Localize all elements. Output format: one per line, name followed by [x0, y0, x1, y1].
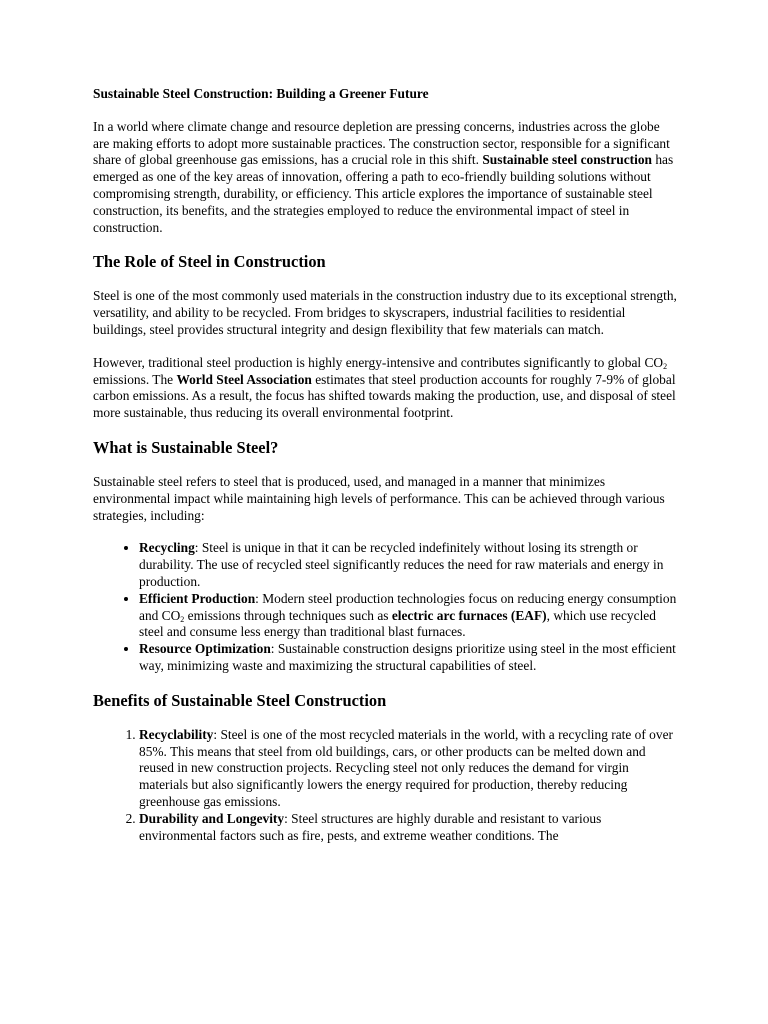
list-item [139, 641, 678, 675]
co2-subscript: 2 [180, 614, 185, 624]
role-paragraph-2 [93, 355, 678, 422]
role-p2-text-1: However, traditional steel production is highly energy-intensive and contributes significantly to global CO [93, 354, 664, 370]
list-item [139, 727, 678, 811]
heading-what-is-sustainable-steel: What is Sustainable Steel? [93, 437, 279, 457]
list-item-term: Resource Optimization [139, 641, 271, 657]
co2-subscript: 2 [663, 361, 668, 371]
strategies-list [93, 540, 678, 674]
list-item-bold: electric arc furnaces (EAF) [391, 607, 547, 623]
role-paragraph-1: Steel is one of the most commonly used materials in the construction industry due to its exceptional strength, versatility, and ability to be recycled. From bridges to skyscrapers, industrial facilities to residential buildings, steel provides structural integrity and design flexibility that few materials can match. [93, 288, 677, 337]
list-item [139, 591, 678, 641]
list-item-text: : Steel is unique in that it can be recycled indefinitely without losing its strength or durability. The use of recycled steel significantly reduces the need for raw materials and energy in production. [139, 540, 664, 589]
heading-benefits: Benefits of Sustainable Steel Construction [93, 690, 387, 710]
document-title: Sustainable Steel Construction: Building a Greener Future [93, 86, 429, 101]
heading-role-of-steel: The Role of Steel in Construction [93, 252, 326, 272]
list-item-term: Durability and Longevity [139, 810, 285, 826]
list-item-text: emissions through techniques such as [184, 607, 392, 623]
intro-paragraph [93, 119, 678, 237]
world-steel-association: World Steel Association [176, 371, 312, 387]
list-item-term: Efficient Production [139, 590, 256, 606]
benefits-list [93, 727, 678, 845]
list-item-text: , which use recycled steel and consume less energy than traditional blast furnaces. [139, 607, 656, 640]
list-item [139, 540, 678, 590]
role-p2-text-3: estimates that steel production accounts for roughly 7-9% of global carbon emissions. As a result, the focus has shifted towards making the production, use, and disposal of steel more sustainable, thus reducing its overall environmental footprint. [93, 371, 676, 421]
intro-text-after: has emerged as one of the key areas of innovation, offering a path to eco-friendly building solutions without compromising strength, durability, or efficiency. This article explores the importance of sustainable steel construction, its benefits, and the strategies employed to reduce the environmental impact of steel in construction. [93, 152, 674, 235]
list-item-text: : Modern steel production technologies focus on reducing energy consumption and CO [139, 590, 677, 623]
list-item-text: : Sustainable construction designs prioritize using steel in the most efficient way, minimizing waste and maximizing the structural capabilities of steel. [139, 641, 676, 673]
list-item [139, 811, 678, 845]
list-item-term: Recycling [139, 540, 195, 556]
intro-bold-term: Sustainable steel construction [482, 152, 652, 168]
document-page [93, 86, 678, 860]
intro-text-before: In a world where climate change and resource depletion are pressing concerns, industries across the globe are making efforts to adopt more sustainable practices. The construction sector, responsible for a significant share of global greenhouse gas emissions, has a crucial role in this shift. [93, 118, 670, 168]
what-paragraph: Sustainable steel refers to steel that is produced, used, and managed in a manner that minimizes environmental impact while maintaining high levels of performance. This can be achieved through various strategies, including: [93, 473, 665, 523]
role-p2-text-2: emissions. The [93, 371, 177, 387]
list-item-text: : Steel is one of the most recycled materials in the world, with a recycling rate of over 85%. This means that steel from old buildings, cars, or other products can be melted down and reused in new construction projects. Recycling steel not only reduces the demand for virgin materials but also significantly lowers the energy required for production, thereby reducing greenhouse gas emissions. [139, 726, 673, 809]
list-item-text: : Steel structures are highly durable and resistant to various environmental factors such as fire, pests, and extreme weather conditions. The [139, 810, 602, 843]
list-item-term: Recyclability [139, 726, 214, 742]
